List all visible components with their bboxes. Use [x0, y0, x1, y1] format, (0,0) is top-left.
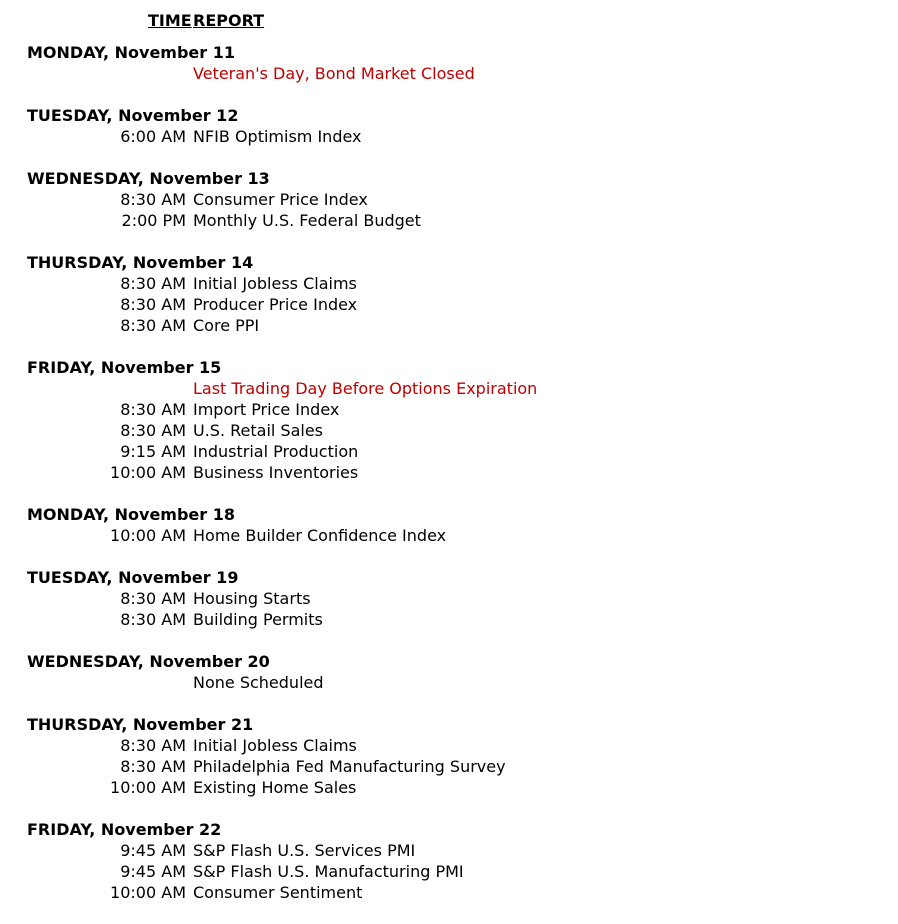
report-name: Consumer Sentiment: [193, 883, 363, 902]
notice-row: [0, 378, 898, 399]
report-name: Housing Starts: [193, 589, 311, 608]
release-time: 8:30 AM: [120, 736, 186, 755]
report-row: [0, 126, 898, 147]
day-section: [0, 651, 898, 693]
report-row: [0, 420, 898, 441]
report-name: Initial Jobless Claims: [193, 736, 357, 755]
release-time: 10:00 AM: [110, 883, 186, 902]
day-title: TUESDAY, November 19: [27, 568, 239, 587]
report-name: U.S. Retail Sales: [193, 421, 324, 440]
day-title: THURSDAY, November 21: [27, 715, 254, 734]
day-section: [0, 42, 898, 84]
day-title: WEDNESDAY, November 20: [27, 652, 270, 671]
report-row: [0, 273, 898, 294]
day-title: WEDNESDAY, November 13: [27, 169, 270, 188]
notice-text: Last Trading Day Before Options Expiration: [193, 379, 538, 398]
notice-text: Veteran's Day, Bond Market Closed: [193, 64, 475, 83]
release-time: 8:30 AM: [120, 316, 186, 335]
report-row: [0, 882, 898, 903]
report-name: Initial Jobless Claims: [193, 274, 357, 293]
release-time: 9:15 AM: [120, 442, 186, 461]
day-section: [0, 714, 898, 798]
time-column-heading: TIME: [148, 11, 192, 30]
release-time: 8:30 AM: [120, 757, 186, 776]
report-row: [0, 672, 898, 693]
release-time: 8:30 AM: [120, 400, 186, 419]
report-row: [0, 735, 898, 756]
day-section: [0, 168, 898, 231]
release-time: 8:30 AM: [120, 421, 186, 440]
day-title: FRIDAY, November 15: [27, 358, 222, 377]
report-name: S&P Flash U.S. Manufacturing PMI: [193, 862, 464, 881]
report-row: [0, 756, 898, 777]
day-section: [0, 819, 898, 903]
report-name: Home Builder Confidence Index: [193, 526, 447, 545]
release-time: 6:00 AM: [120, 127, 186, 146]
release-time: 8:30 AM: [120, 610, 186, 629]
report-name: S&P Flash U.S. Services PMI: [193, 841, 416, 860]
day-section: [0, 105, 898, 147]
day-title: TUESDAY, November 12: [27, 106, 239, 125]
notice-row: [0, 63, 898, 84]
report-row: [0, 588, 898, 609]
release-time: 2:00 PM: [121, 211, 186, 230]
day-section: [0, 567, 898, 630]
day-section: [0, 357, 898, 483]
day-title: MONDAY, November 11: [27, 43, 235, 62]
report-row: [0, 294, 898, 315]
report-row: [0, 189, 898, 210]
report-row: [0, 861, 898, 882]
day-section: [0, 252, 898, 336]
release-time: 8:30 AM: [120, 295, 186, 314]
release-time: 10:00 AM: [110, 526, 186, 545]
report-name: Building Permits: [193, 610, 323, 629]
report-row: [0, 840, 898, 861]
release-time: 8:30 AM: [120, 589, 186, 608]
report-row: [0, 315, 898, 336]
report-row: [0, 525, 898, 546]
report-row: [0, 441, 898, 462]
release-time: 10:00 AM: [110, 463, 186, 482]
release-time: 9:45 AM: [120, 862, 186, 881]
report-name: None Scheduled: [193, 673, 324, 692]
economic-calendar: [0, 42, 898, 924]
report-row: [0, 609, 898, 630]
report-row: [0, 210, 898, 231]
day-section: [0, 504, 898, 546]
column-header: [0, 10, 898, 31]
report-name: Import Price Index: [193, 400, 340, 419]
report-name: Consumer Price Index: [193, 190, 368, 209]
report-row: [0, 462, 898, 483]
report-name: Monthly U.S. Federal Budget: [193, 211, 421, 230]
report-name: Philadelphia Fed Manufacturing Survey: [193, 757, 506, 776]
day-title: THURSDAY, November 14: [27, 253, 254, 272]
release-time: 10:00 AM: [110, 778, 186, 797]
release-time: 8:30 AM: [120, 274, 186, 293]
report-name: Producer Price Index: [193, 295, 358, 314]
report-name: Industrial Production: [193, 442, 359, 461]
release-time: 8:30 AM: [120, 190, 186, 209]
report-column-heading: REPORT: [193, 11, 265, 30]
report-name: NFIB Optimism Index: [193, 127, 362, 146]
day-title: MONDAY, November 18: [27, 505, 235, 524]
day-title: FRIDAY, November 22: [27, 820, 222, 839]
report-name: Core PPI: [193, 316, 260, 335]
report-row: [0, 399, 898, 420]
report-row: [0, 777, 898, 798]
release-time: 9:45 AM: [120, 841, 186, 860]
report-name: Existing Home Sales: [193, 778, 357, 797]
report-name: Business Inventories: [193, 463, 359, 482]
